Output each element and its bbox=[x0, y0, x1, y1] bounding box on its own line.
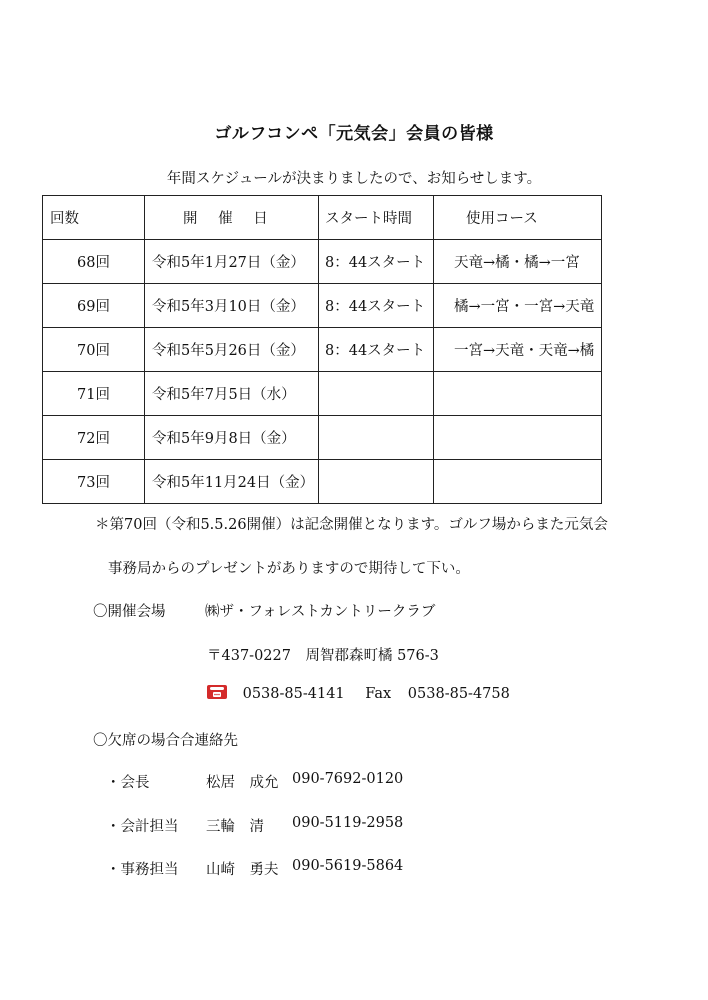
course-cell bbox=[434, 460, 602, 504]
venue-name: ㈱ザ・フォレストカントリークラブ bbox=[205, 604, 436, 620]
start-cell bbox=[319, 372, 434, 416]
note-line-2: 事務局からのプレゼントがありますので期待して下い。 bbox=[108, 561, 470, 577]
fax-label: Fax bbox=[365, 686, 392, 702]
note-line-1: ＊第70回（令和5.5.26開催）は記念開催となります。ゴルフ場からまた元気会 bbox=[95, 517, 608, 533]
venue-contact-line bbox=[206, 684, 510, 704]
round-cell: 70回 bbox=[43, 328, 145, 372]
contact-role: ・会長 bbox=[106, 775, 150, 791]
round-cell: 69回 bbox=[43, 284, 145, 328]
table-row bbox=[43, 328, 602, 372]
start-cell bbox=[319, 416, 434, 460]
start-cell: 8：44スタート bbox=[319, 284, 434, 328]
round-cell: 73回 bbox=[43, 460, 145, 504]
contact-role: ・会計担当 bbox=[106, 819, 179, 835]
round-cell: 72回 bbox=[43, 416, 145, 460]
start-cell: 8：44スタート bbox=[319, 328, 434, 372]
date-cell: 令和5年7月5日（水） bbox=[145, 372, 319, 416]
contact-phone: 090-5619-5864 bbox=[292, 858, 404, 874]
table-row bbox=[43, 460, 602, 504]
table-row bbox=[43, 372, 602, 416]
table-row bbox=[43, 416, 602, 460]
header-course: 使用コース bbox=[434, 196, 602, 240]
venue-label: 〇開催会場 bbox=[93, 604, 166, 620]
date-cell: 令和5年3月10日（金） bbox=[145, 284, 319, 328]
contact-role: ・事務担当 bbox=[106, 862, 179, 878]
contact-phone: 090-7692-0120 bbox=[292, 771, 404, 787]
schedule-table bbox=[42, 195, 602, 504]
date-cell: 令和5年1月27日（金） bbox=[145, 240, 319, 284]
date-cell: 令和5年5月26日（金） bbox=[145, 328, 319, 372]
venue-tel: 0538-85-4141 bbox=[242, 686, 345, 702]
round-cell: 68回 bbox=[43, 240, 145, 284]
contact-name: 松居 成允 bbox=[206, 775, 279, 791]
course-cell bbox=[434, 372, 602, 416]
telephone-icon bbox=[206, 684, 228, 704]
contact-name: 山崎 勇夫 bbox=[206, 862, 279, 878]
start-cell bbox=[319, 460, 434, 504]
table-row bbox=[43, 284, 602, 328]
course-cell bbox=[434, 416, 602, 460]
date-cell: 令和5年11月24日（金） bbox=[145, 460, 319, 504]
contact-phone: 090-5119-2958 bbox=[292, 815, 404, 831]
page-title: ゴルフコンペ「元気会」会員の皆様 bbox=[214, 124, 494, 144]
intro-text: 年間スケジュールが決まりましたので、お知らせします。 bbox=[166, 171, 542, 187]
table-header-row bbox=[43, 196, 602, 240]
course-cell: 天竜→橘・橘→一宮 bbox=[434, 240, 602, 284]
header-date: 開 催 日 bbox=[145, 196, 319, 240]
header-start: スタート時間 bbox=[319, 196, 434, 240]
start-cell: 8：44スタート bbox=[319, 240, 434, 284]
course-cell: 一宮→天竜・天竜→橘 bbox=[434, 328, 602, 372]
contacts-label: 〇欠席の場合合連絡先 bbox=[93, 733, 238, 749]
contact-name: 三輪 清 bbox=[206, 819, 264, 835]
header-round: 回数 bbox=[43, 196, 145, 240]
date-cell: 令和5年9月8日（金） bbox=[145, 416, 319, 460]
course-cell: 橘→一宮・一宮→天竜 bbox=[434, 284, 602, 328]
venue-fax: 0538-85-4758 bbox=[407, 686, 510, 702]
venue-address: 〒437-0227 周智郡森町橘 576-3 bbox=[207, 648, 439, 664]
round-cell: 71回 bbox=[43, 372, 145, 416]
table-row bbox=[43, 240, 602, 284]
